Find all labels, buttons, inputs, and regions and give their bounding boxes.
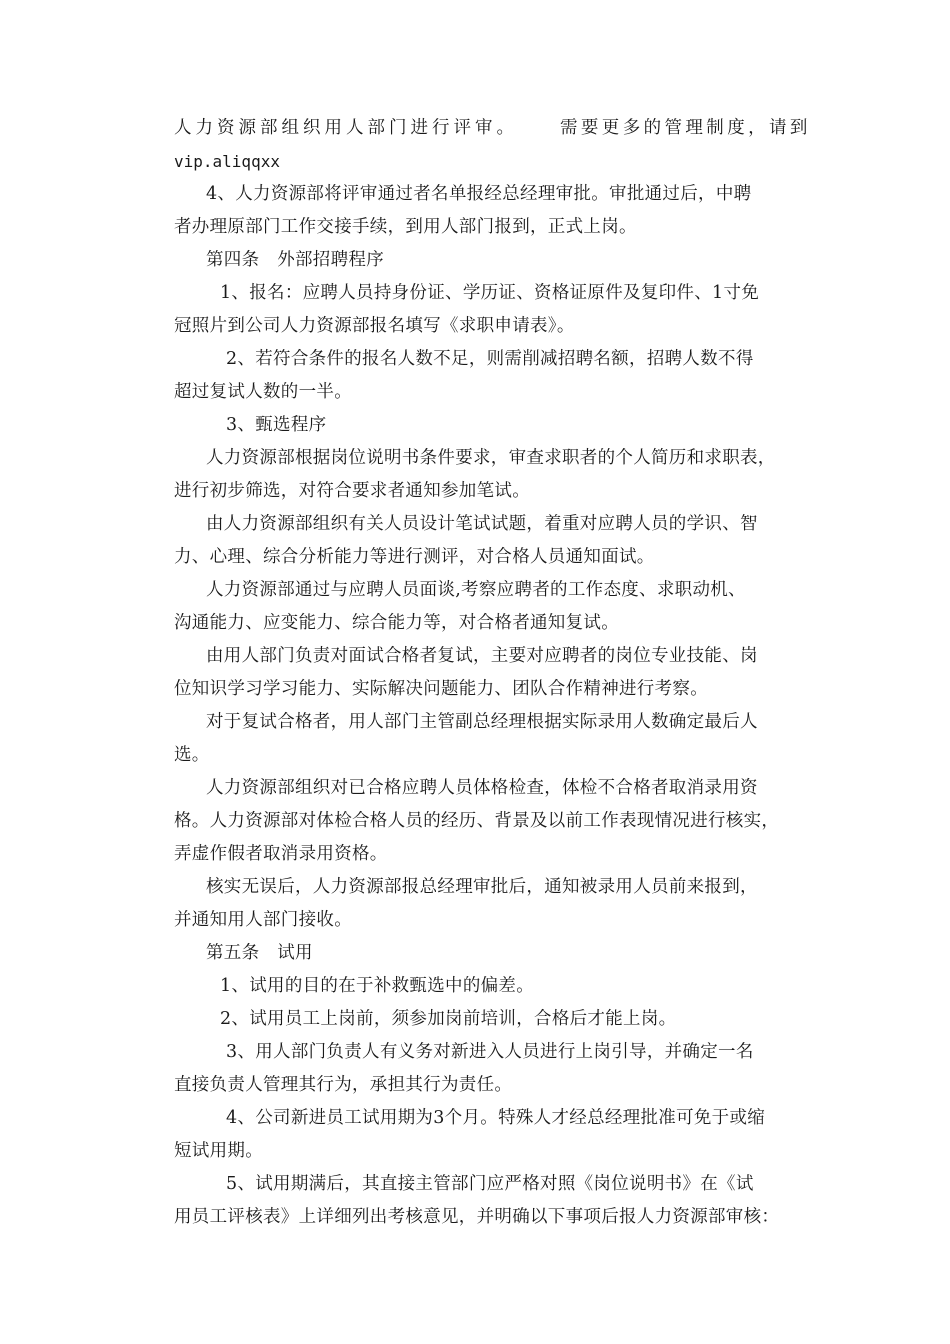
- line-text: 超过复试人数的一半。: [174, 382, 352, 402]
- text-line: [174, 640, 824, 673]
- text-line: [174, 805, 824, 838]
- line-text: 4、公司新进员工试用期为3个月。特殊人才经总经理批准可免于或缩: [226, 1108, 766, 1128]
- text-line: [174, 1036, 824, 1069]
- text-line: [174, 277, 824, 310]
- line-text: 1、报名：应聘人员持身份证、学历证、资格证原件及复印件、1寸免: [220, 283, 760, 303]
- text-line: [174, 1135, 824, 1168]
- text-line: [174, 343, 824, 376]
- text-line: [174, 442, 824, 475]
- text-line: [174, 739, 824, 772]
- line-text: 核实无误后，人力资源部报总经理审批后，通知被录用人员前来报到，: [206, 877, 758, 897]
- line-text: 位知识学习学习能力、实际解决问题能力、团队合作精神进行考察。: [174, 679, 708, 699]
- text-line: [174, 145, 824, 178]
- text-line: [174, 937, 824, 970]
- text-line: [174, 244, 824, 277]
- text-line: [174, 1168, 824, 1201]
- line-text: 3、甄选程序: [226, 415, 327, 435]
- line-text: 人力资源部组织对已合格应聘人员体格检查，体检不合格者取消录用资: [206, 778, 758, 798]
- line-text: vip.aliqqxx: [174, 152, 280, 171]
- line-text: 第五条 试用: [206, 943, 313, 963]
- line-text: 选。: [174, 745, 210, 765]
- text-line: [174, 772, 824, 805]
- text-line: [174, 904, 824, 937]
- line-text: 5、试用期满后，其直接主管部门应严格对照《岗位说明书》在《试: [226, 1174, 754, 1194]
- line-text: 者办理原部门工作交接手续，到用人部门报到，正式上岗。: [174, 217, 637, 237]
- text-line: [174, 970, 824, 1003]
- line-text: 对于复试合格者，用人部门主管副总经理根据实际录用人数确定最后人: [206, 712, 758, 732]
- line-text: 由用人部门负责对面试合格者复试，主要对应聘者的岗位专业技能、岗: [206, 646, 758, 666]
- line-text: 短试用期。: [174, 1141, 263, 1161]
- line-text: 直接负责人管理其行为，承担其行为责任。: [174, 1075, 513, 1095]
- line-text: 由人力资源部组织有关人员设计笔试试题，着重对应聘人员的学识、智: [206, 514, 758, 534]
- text-line: [174, 838, 824, 871]
- text-line: [174, 310, 824, 343]
- text-line: [174, 541, 824, 574]
- line-text: 3、用人部门负责人有义务对新进入人员进行上岗引导，并确定一名: [226, 1042, 754, 1062]
- text-line: [174, 1201, 824, 1234]
- line-text: 人力资源部组织用人部门进行评审。: [174, 118, 518, 138]
- line-text: 2、试用员工上岗前，须参加岗前培训，合格后才能上岗。: [220, 1009, 677, 1029]
- text-line: [174, 1069, 824, 1102]
- line-text: 弄虚作假者取消录用资格。: [174, 844, 388, 864]
- line-text: 并通知用人部门接收。: [174, 910, 352, 930]
- text-line: [174, 574, 824, 607]
- line-text: 进行初步筛选，对符合要求者通知参加笔试。: [174, 481, 530, 501]
- line-text: 4、人力资源部将评审通过者名单报经总经理审批。审批通过后，中聘: [206, 184, 752, 204]
- text-line: [174, 475, 824, 508]
- line-text: 格。人力资源部对体检合格人员的经历、背景及以前工作表现情况进行核实，: [174, 811, 780, 831]
- line-text: 第四条 外部招聘程序: [206, 250, 384, 270]
- text-line: [174, 112, 824, 145]
- line-text: 力、心理、综合分析能力等进行测评，对合格人员通知面试。: [174, 547, 655, 567]
- line-text: 1、试用的目的在于补救甄选中的偏差。: [220, 976, 535, 996]
- text-line: [174, 706, 824, 739]
- text-line: [174, 376, 824, 409]
- text-line: [174, 178, 824, 211]
- line-text: 用员工评核表》上详细列出考核意见，并明确以下事项后报人力资源部审核：: [174, 1207, 780, 1227]
- text-line: [174, 871, 824, 904]
- text-line: [174, 673, 824, 706]
- text-line: [174, 409, 824, 442]
- document-body: [174, 112, 824, 1234]
- line-tail-text: 需要更多的管理制度，请到: [560, 118, 811, 138]
- text-line: [174, 607, 824, 640]
- line-text: 人力资源部通过与应聘人员面谈,考察应聘者的工作态度、求职动机、: [206, 580, 746, 600]
- text-line: [174, 211, 824, 244]
- line-text: 2、若符合条件的报名人数不足，则需削减招聘名额，招聘人数不得: [226, 349, 754, 369]
- line-text: 冠照片到公司人力资源部报名填写《求职申请表》。: [174, 316, 575, 336]
- text-line: [174, 1003, 824, 1036]
- line-text: 人力资源部根据岗位说明书条件要求，审查求职者的个人简历和求职表，: [206, 448, 776, 468]
- text-line: [174, 508, 824, 541]
- text-line: [174, 1102, 824, 1135]
- line-text: 沟通能力、应变能力、综合能力等，对合格者通知复试。: [174, 613, 619, 633]
